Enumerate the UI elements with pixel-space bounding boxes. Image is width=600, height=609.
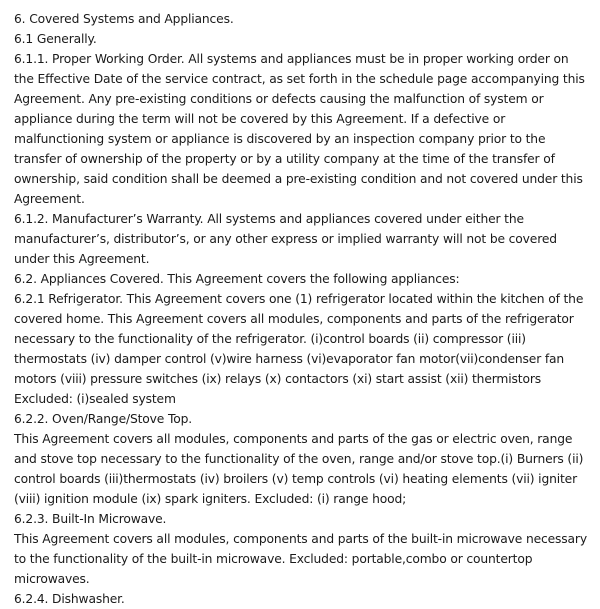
section-heading: 6. Covered Systems and Appliances. [14, 12, 234, 26]
subsection-heading: 6.1 Generally. [14, 32, 97, 46]
clause-heading: 6.2.2. Oven/Range/Stove Top. [14, 412, 193, 426]
clause-paragraph: 6.2.1 Refrigerator. This Agreement covers one (1) refrigerator located within the kitchen of the covered home. This Agreement covers all modules, components and parts of the refrigerator necessary to the functionality of the refrigerator. (i)control boards (ii) compressor (iii) thermostats (iv) damper control (v)wire harness (vi)evaporator fan motor(vii)condenser fan motors (viii) pressure switches (ix) relays (x) contactors (xi) start assist (xii) thermistors [14, 292, 584, 386]
clause-heading: 6.2.4. Dishwasher. [14, 592, 125, 606]
clause-heading: 6.2.3. Built-In Microwave. [14, 512, 167, 526]
clause-paragraph: This Agreement covers all modules, components and parts of the built-in microwave necessary to the functionality of the built-in microwave. Excluded: portable,combo or countertop microwaves. [14, 532, 587, 586]
subsection-heading: 6.2. Appliances Covered. This Agreement covers the following appliances: [14, 272, 460, 286]
clause-paragraph: 6.1.2. Manufacturer’s Warranty. All systems and appliances covered under either the manufacturer’s, distributor’s, or any other express or implied warranty will not be covered under this Agreement. [14, 212, 557, 266]
document-body [14, 9, 590, 609]
clause-paragraph: This Agreement covers all modules, components and parts of the gas or electric oven, range and stove top necessary to the functionality of the oven, range and/or stove top.(i) Burners (ii) control boards (iii)thermostats (iv) broilers (v) temp controls (vi) heating elements (vii) igniter (viii) ignition module (ix) spark igniters. Excluded: (i) range hood; [14, 432, 584, 506]
exclusion-line: Excluded: (i)sealed system [14, 392, 176, 406]
clause-paragraph: 6.1.1. Proper Working Order. All systems and appliances must be in proper working order on the Effective Date of the service contract, as set forth in the schedule page accompanying this Agreement. Any pre-existing conditions or defects causing the malfunction of system or appliance during the term will not be covered by this Agreement. If a defective or malfunctioning system or appliance is discovered by an inspection company prior to the transfer of ownership of the property or by a utility company at the time of the transfer of ownership, said condition shall be deemed a pre-existing condition and not covered under this Agreement. [14, 52, 585, 206]
